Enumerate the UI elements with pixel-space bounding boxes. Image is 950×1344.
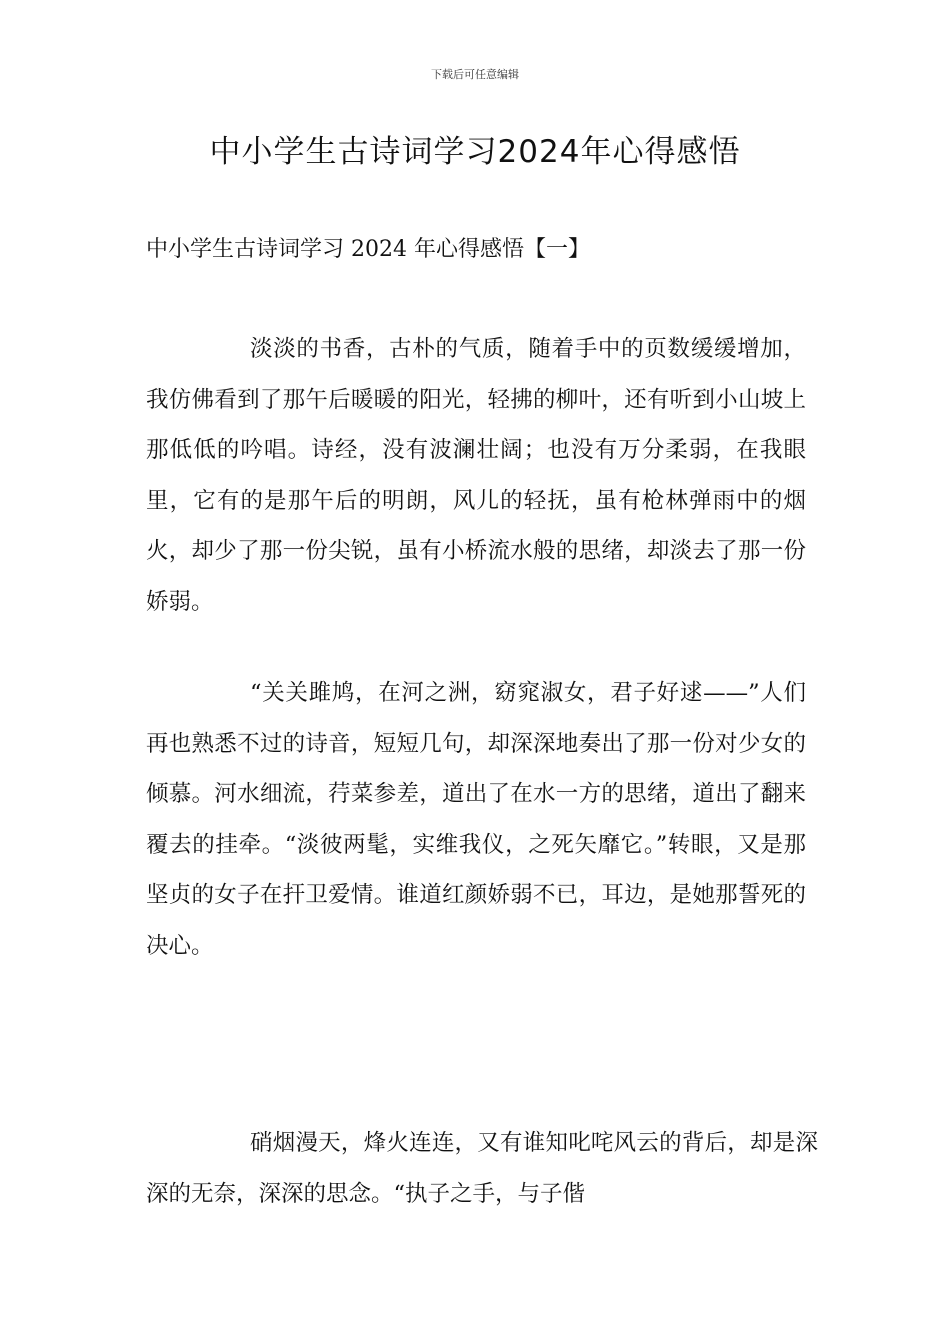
header-note: 下载后可任意编辑 (431, 68, 519, 81)
paragraph: 硝烟漫天，烽火连连，又有谁知叱咤风云的背后，却是深深的无奈，深深的思念。“执子之手，与子偕 (146, 1130, 818, 1207)
section-heading: 中小学生古诗词学习 2024 年心得感悟【一】 (146, 237, 590, 262)
paragraph: 淡淡的书香，古朴的气质，随着手中的页数缓缓增加，我仿佛看到了那午后暖暖的阳光，轻拂的柳叶，还有听到小山坡上那低低的吟唱。诗经，没有波澜壮阔；也没有万分柔弱，在我眼里，它有的是那午后的明朗，风儿的轻抚，虽有枪林弹雨中的烟火，却少了那一份尖锐，虽有小桥流水般的思绪，却淡去了那一份娇弱。 (146, 336, 806, 615)
paragraph: “关关雎鸠，在河之洲，窈窕淑女，君子好逑——”人们再也熟悉不过的诗音，短短几句，却深深地奏出了那一份对少女的倾慕。河水细流，荇菜参差，道出了在水一方的思绪，道出了翻来覆去的挂牵。“淡彼两髦，实维我仪，之死矢靡它。”转眼，又是那坚贞的女子在扞卫爱情。谁道红颜娇弱不已，耳边，是她那誓死的决心。 (146, 680, 806, 959)
document-title: 中小学生古诗词学习2024年心得感悟 (209, 134, 741, 170)
